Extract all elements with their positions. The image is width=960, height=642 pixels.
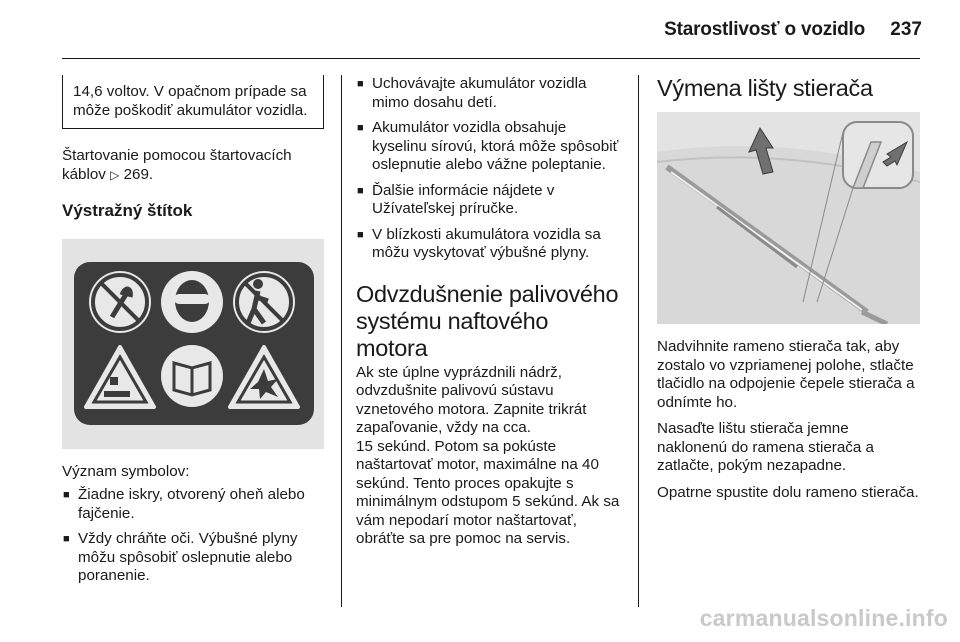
list-item: ■ Akumulátor vozidla obsahuje kyselinu sírovú, ktorá môže spôsobiť oslepnutie alebo vážne poleptanie.	[356, 119, 620, 175]
column-divider-2	[638, 75, 639, 607]
no-fire-icon	[89, 271, 151, 333]
page-number: 237	[890, 19, 922, 40]
battery-safety-list	[356, 75, 620, 263]
list-item: ■ Vždy chráňte oči. Výbušné plyny môžu spôsobiť oslepnutie alebo poranenie.	[62, 530, 324, 586]
column-divider-1	[341, 75, 342, 607]
warning-label-image	[62, 239, 324, 449]
diesel-bleeding-text-1: Ak ste úplne vyprázdnili nádrž, odvzdušnite palivovú sústavu vznetového motora. Zapnite trikrát zapaľovanie, vždy na cca.	[356, 363, 587, 436]
column-3	[657, 75, 920, 510]
jumpstart-paragraph	[62, 147, 324, 184]
wiper-blade-illustration	[657, 112, 920, 324]
diesel-bleeding-text-2: 15 sekúnd. Potom sa pokúste naštartovať motor, maximálne na 40 sekúnd. Tento proces opakujte s minimálnym odstupom 5 sekúnd. Ak sa vám nepodarí motor naštartovať, obráťte sa pre pomoc na servis.	[356, 437, 620, 547]
wiper-blade-heading: Výmena lišty stierača	[657, 75, 873, 101]
watermark: carmanualsonline.info	[699, 605, 948, 631]
wiper-blade-image	[657, 112, 920, 324]
list-item: ■ V blízkosti akumulátora vozidla sa môžu vyskytovať výbušné plyny.	[356, 226, 620, 263]
diesel-bleeding-heading: Odvzdušnenie palivového systému naftového motora	[356, 280, 619, 361]
read-manual-icon	[161, 345, 223, 407]
header-title: Starostlivosť o vozidlo	[664, 19, 865, 40]
keep-children-away-icon	[233, 271, 295, 333]
jumpstart-text: Štartovanie pomocou štartovacích káblov	[62, 147, 292, 183]
battery-warning-sign-illustration	[62, 239, 324, 449]
wiper-step-3: Opatrne spustite dolu rameno stierača.	[657, 483, 919, 501]
symbols-intro: Význam symbolov:	[62, 462, 190, 480]
note-box	[62, 75, 324, 129]
magnified-detail-inset	[843, 122, 913, 188]
list-item: ■ Ďalšie informácie nájdete v Užívateľskej príručke.	[356, 182, 620, 219]
warning-label-heading: Výstražný štítok	[62, 201, 193, 220]
note-text: 14,6 voltov. V opačnom prípade sa môže poškodiť akumulátor vozidla.	[73, 83, 308, 119]
page-reference-icon: ▷	[110, 167, 120, 182]
wiper-step-1: Nadvihnite rameno stierača tak, aby zostalo vo vzpriamenej polohe, stlačte tlačidlo na odpojenie čepele stierača a odnímte ho.	[657, 338, 915, 411]
wiper-step-2: Nasaďte lištu stierača jemne naklonenú do ramena stierača a zatlačte, pokým nezapadne.	[657, 420, 874, 474]
jumpstart-reference-link[interactable]: 269.	[123, 165, 154, 183]
list-item: ■ Žiadne iskry, otvorený oheň alebo fajčenie.	[62, 486, 324, 523]
column-2	[356, 75, 620, 559]
eye-protection-icon	[161, 271, 223, 333]
symbols-list	[62, 486, 324, 586]
header-rule	[62, 58, 920, 59]
column-1	[62, 75, 324, 593]
list-item: ■ Uchovávajte akumulátor vozidla mimo dosahu detí.	[356, 75, 620, 112]
